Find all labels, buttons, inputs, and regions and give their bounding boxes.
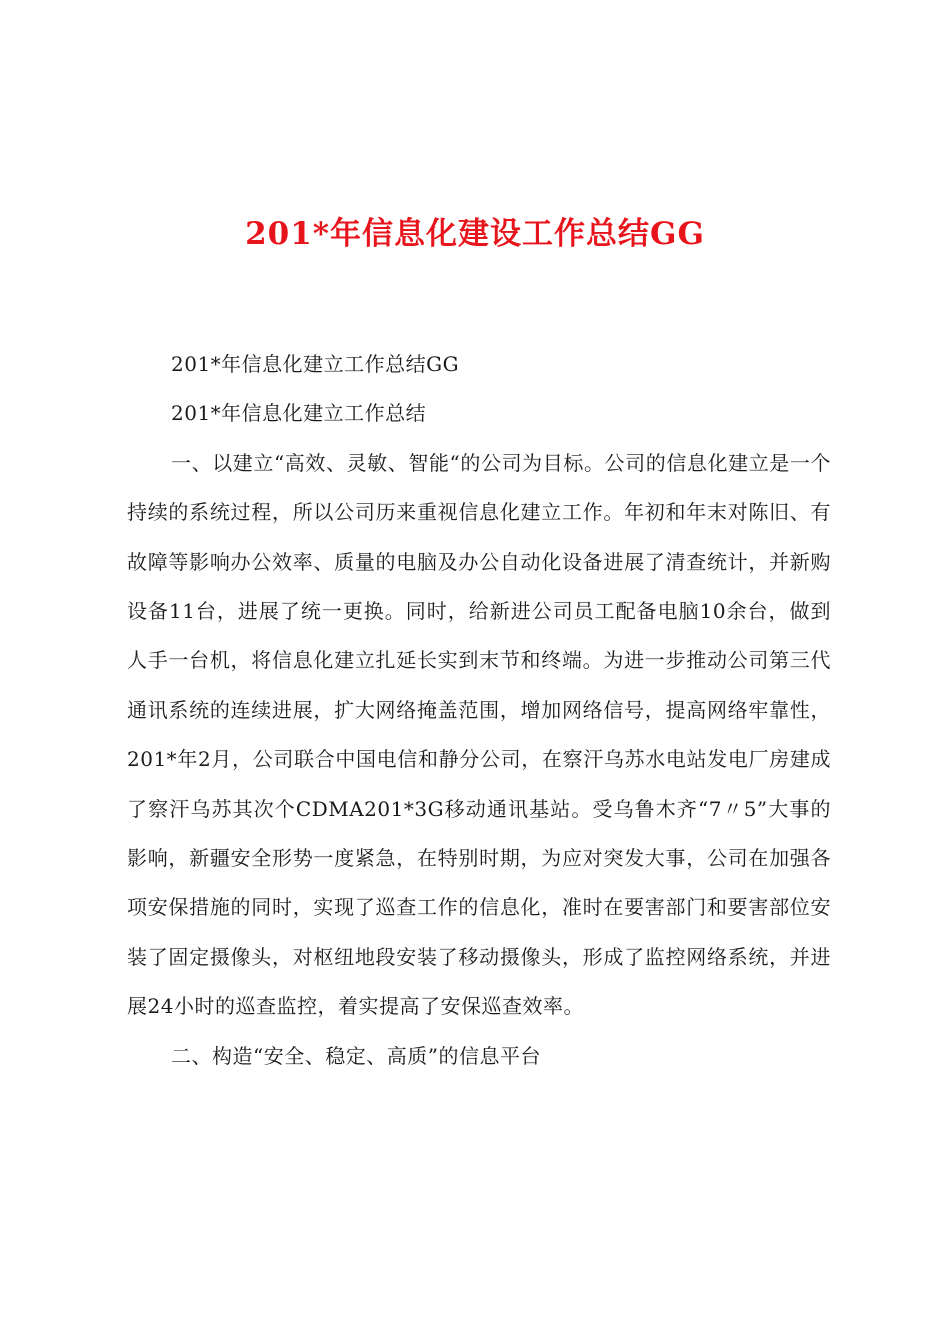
paragraph-heading-1: 201*年信息化建立工作总结GG [171, 352, 460, 376]
paragraph-heading-2: 201*年信息化建立工作总结 [171, 401, 427, 426]
document-title: 201*年信息化建设工作总结GG [245, 216, 705, 252]
document-body [127, 340, 831, 1081]
paragraph-section-2-heading: 二、构造“安全、稳定、高质”的信息平台 [171, 1043, 541, 1068]
paragraph-section-1: 一、以建立“高效、灵敏、智能“的公司为目标。公司的信息化建立是一个持续的系统过程，所以公司历来重视信息化建立工作。年初和年末对陈旧、有故障等影响办公效率、质量的电脑及办公自动化设备进展了清查统计，并新购设备11台，进展了统一更换。同时，给新进公司员工配备电脑10余台，做到人手一台机，将信息化建立扎延长实到末节和终端。为进一步推动公司第三代通讯系统的连续进展，扩大网络掩盖范围，增加网络信号，提高网络牢靠性，201*年2月，公司联合中国电信和静分公司，在察汗乌苏水电站发电厂房建成了察汗乌苏其次个CDMA201*3G移动通讯基站。受乌鲁木齐“7〃5”大事的影响，新疆安全形势一度紧急，在特别时期，为应对突发大事，公司在加强各项安保措施的同时，实现了巡查工作的信息化，准时在要害部门和要害部位安装了固定摄像头，对枢纽地段安装了移动摄像头，形成了监控网络系统，并进展24小时的巡查监控，着实提高了安保巡查效率。 [127, 450, 831, 1019]
